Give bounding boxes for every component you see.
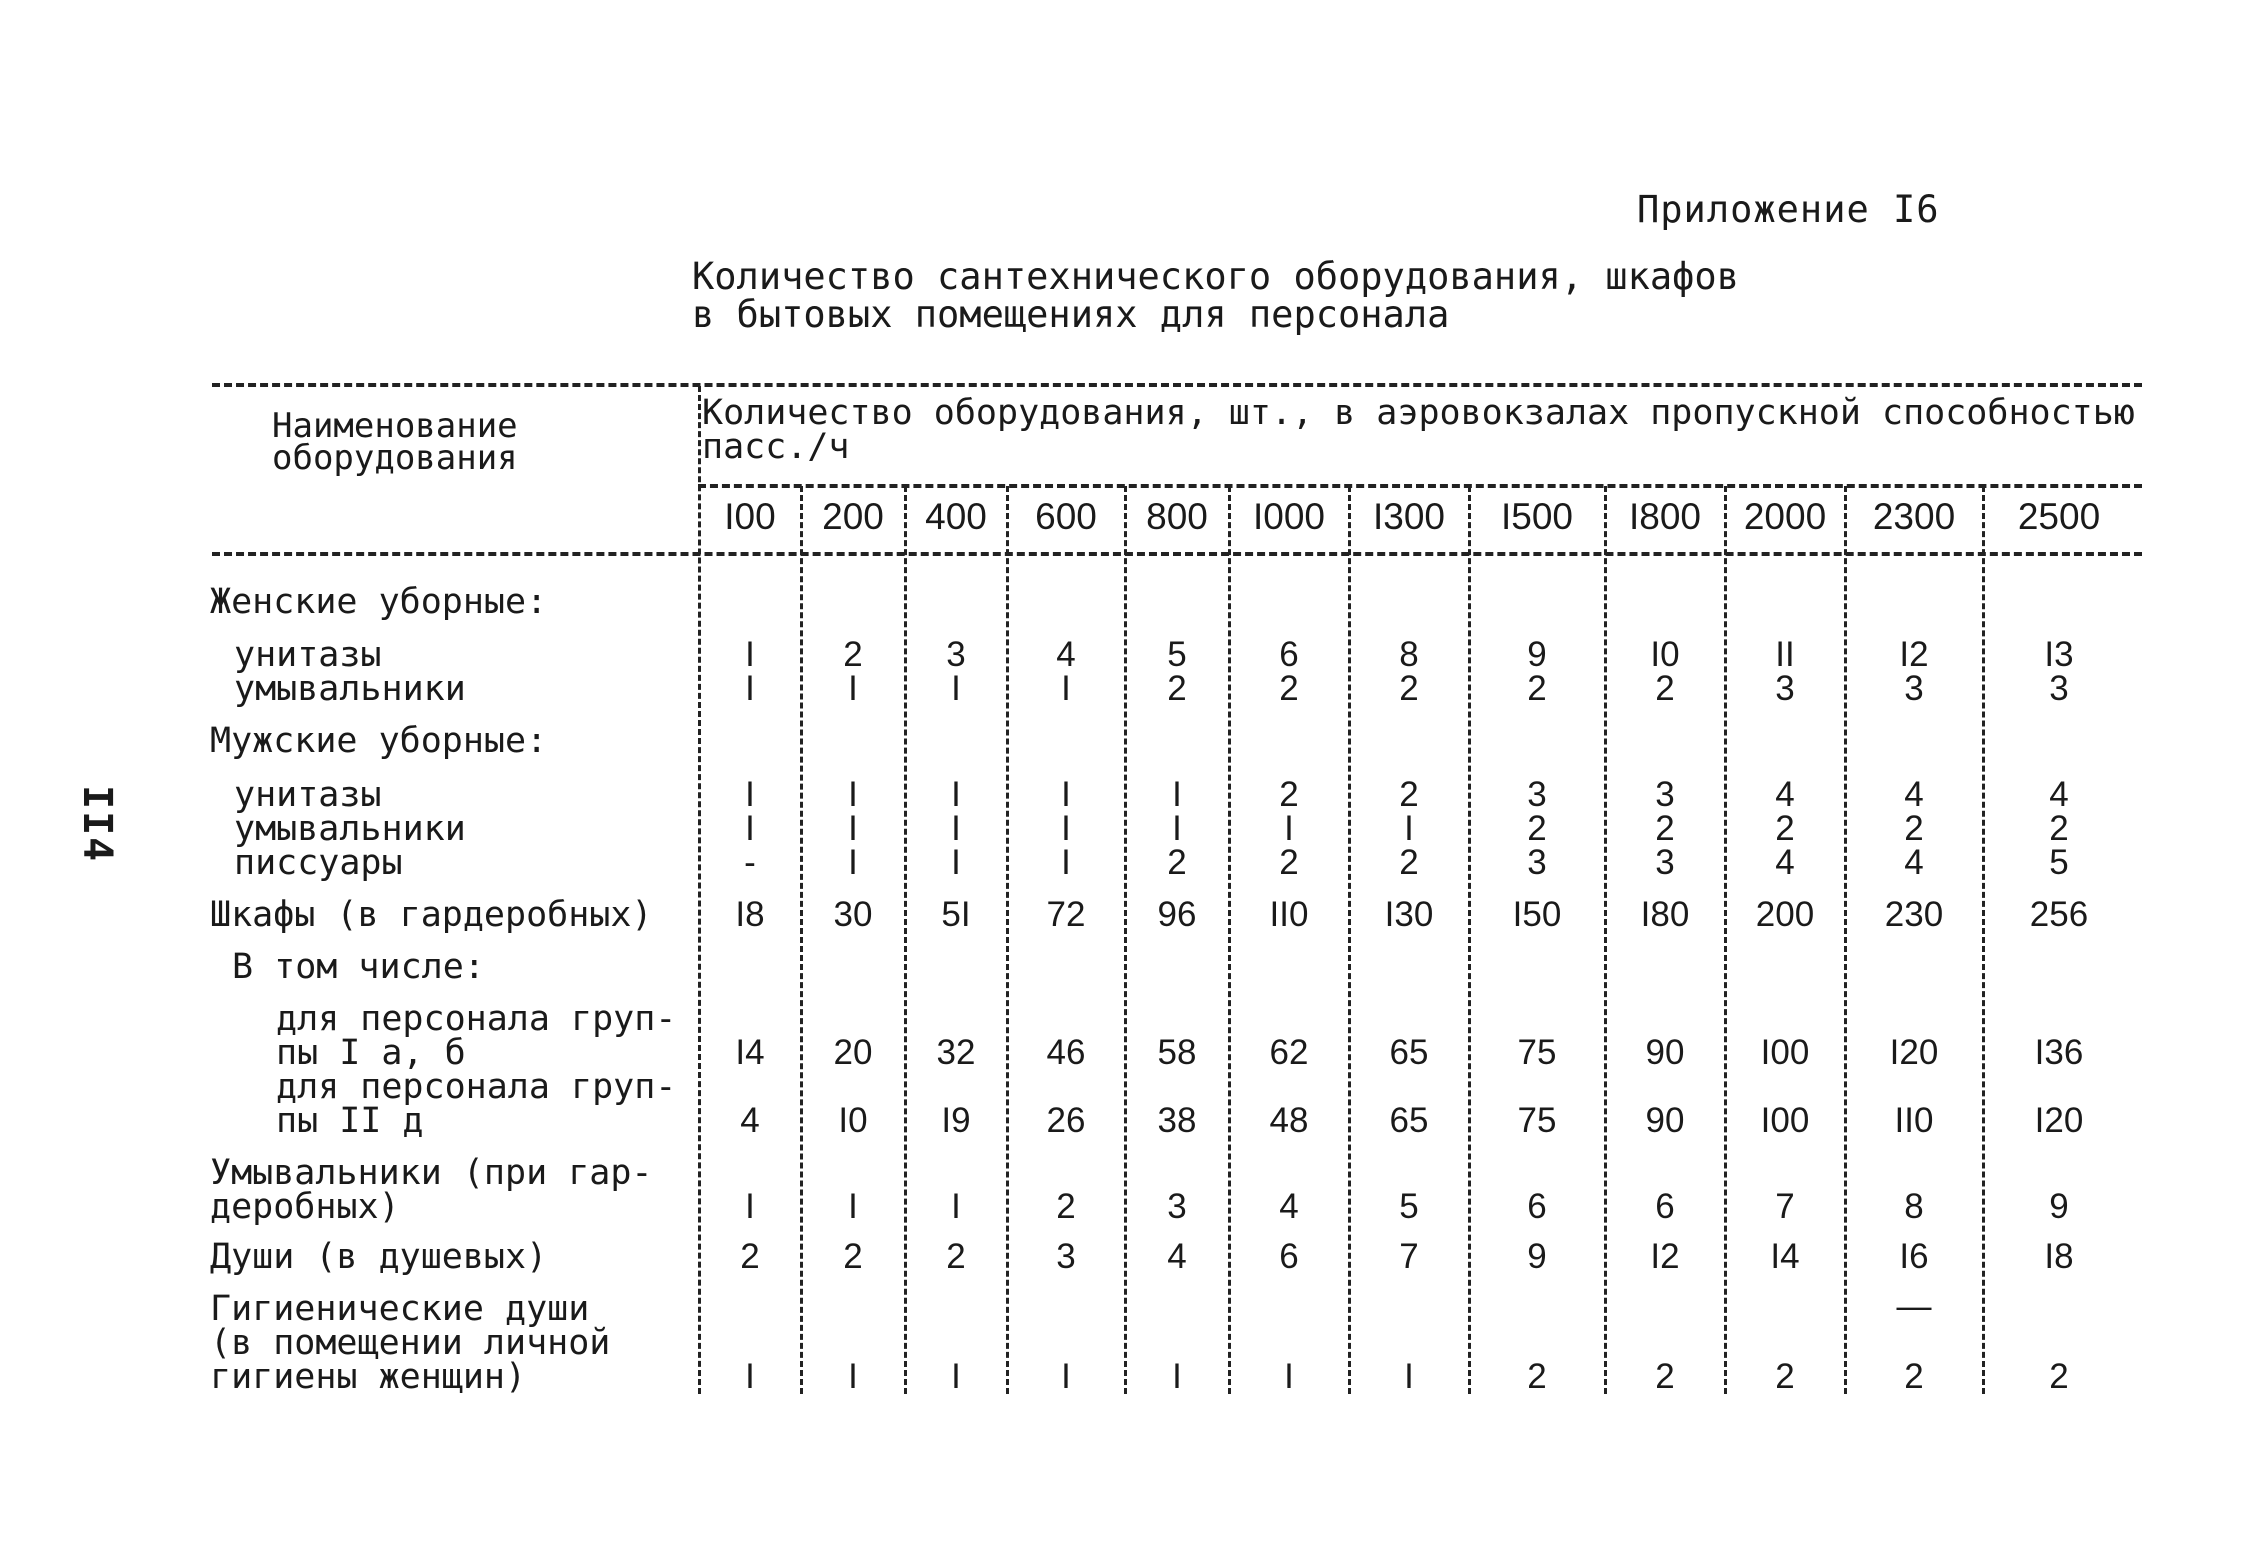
row-label: для персонала груп- пы I а, б bbox=[276, 999, 677, 1073]
table-cell: 2 bbox=[1655, 809, 1675, 848]
table-cell: 26 bbox=[1046, 1101, 1086, 1140]
table-cell: I bbox=[745, 809, 755, 848]
column-header: I300 bbox=[1372, 496, 1445, 537]
table-cell: 4 bbox=[2049, 775, 2069, 814]
table-cell: I00 bbox=[1760, 1101, 1810, 1140]
table-cell: I bbox=[951, 775, 961, 814]
table-cell: 38 bbox=[1157, 1101, 1197, 1140]
table-cell: II0 bbox=[1894, 1101, 1934, 1140]
table-cell: 2 bbox=[1904, 809, 1924, 848]
table-cell: 4 bbox=[740, 1101, 760, 1140]
table-cell: 6 bbox=[1655, 1187, 1675, 1226]
table-cell: 2 bbox=[1279, 669, 1299, 708]
table-cell: 9 bbox=[1527, 635, 1547, 674]
table-cell: I3 bbox=[2044, 635, 2074, 674]
table-cell: I bbox=[951, 843, 961, 882]
table-cell: 2 bbox=[1279, 775, 1299, 814]
table-cell: 3 bbox=[1904, 669, 1924, 708]
table-cell: 4 bbox=[1279, 1187, 1299, 1226]
row-label: Гигиенические души (в помещении личной гигиены женщин) bbox=[210, 1289, 611, 1397]
table-cell: I4 bbox=[735, 1033, 765, 1072]
table-cell: 9 bbox=[1527, 1237, 1547, 1276]
appendix-label: Приложение I6 bbox=[1637, 188, 1940, 231]
table-cell: 3 bbox=[1167, 1187, 1187, 1226]
table-cell: 2 bbox=[843, 635, 863, 674]
table-cell: I8 bbox=[2044, 1237, 2074, 1276]
table-cell: I bbox=[1061, 775, 1071, 814]
table-cell: 5I bbox=[941, 895, 971, 934]
table-cell: 72 bbox=[1046, 895, 1086, 934]
column-header: 2000 bbox=[1743, 496, 1827, 537]
table-cell: I bbox=[745, 669, 755, 708]
table-cell: 2 bbox=[2049, 1357, 2069, 1396]
table-cell: I bbox=[1061, 1357, 1071, 1396]
table-cell: 5 bbox=[2049, 843, 2069, 882]
table-cell: I50 bbox=[1512, 895, 1562, 934]
row-label: писсуары bbox=[234, 843, 403, 883]
table-cell: 30 bbox=[833, 895, 873, 934]
page-number: II4 bbox=[74, 785, 120, 864]
table-cell: I bbox=[745, 1357, 755, 1396]
table-cell: 6 bbox=[1279, 635, 1299, 674]
column-header: 600 bbox=[1035, 496, 1097, 537]
table-cell: 2 bbox=[740, 1237, 760, 1276]
table-cell: I20 bbox=[2034, 1101, 2084, 1140]
column-header: 2500 bbox=[2017, 496, 2101, 537]
table-cell: I bbox=[1172, 809, 1182, 848]
table-cell: 8 bbox=[1904, 1187, 1924, 1226]
table-cell: I4 bbox=[1770, 1237, 1800, 1276]
table-cell: 7 bbox=[1399, 1237, 1419, 1276]
header-equipment-name: Наименование оборудования bbox=[272, 406, 518, 478]
table-cell: I bbox=[848, 843, 858, 882]
table-cell: I8 bbox=[735, 895, 765, 934]
title-line-2: в бытовых помещениях для персонала bbox=[692, 293, 1450, 336]
row-label: умывальники bbox=[234, 809, 466, 849]
table-cell: I bbox=[1284, 1357, 1294, 1396]
column-header: I00 bbox=[724, 496, 776, 537]
table-cell: 7 bbox=[1775, 1187, 1795, 1226]
header-mid-rule bbox=[698, 484, 2142, 488]
table-cell: 58 bbox=[1157, 1033, 1197, 1072]
table-cell: I bbox=[951, 669, 961, 708]
table-cell: 90 bbox=[1645, 1101, 1685, 1140]
table-cell: I00 bbox=[1760, 1033, 1810, 1072]
table-top-rule bbox=[212, 383, 2142, 387]
row-label: для персонала груп- пы II д bbox=[276, 1067, 677, 1141]
table-cell: 3 bbox=[2049, 669, 2069, 708]
table-cell: 8 bbox=[1399, 635, 1419, 674]
table-cell: 3 bbox=[1775, 669, 1795, 708]
table-cell: I bbox=[1404, 1357, 1414, 1396]
section-women-toilets: Женские уборные: bbox=[210, 582, 548, 622]
table-cell: I bbox=[1061, 843, 1071, 882]
table-cell: 90 bbox=[1645, 1033, 1685, 1072]
document-title bbox=[692, 255, 1739, 336]
table-cell: 2 bbox=[1167, 843, 1187, 882]
column-header: 200 bbox=[822, 496, 884, 537]
table-cell: 256 bbox=[2029, 895, 2089, 934]
table-cell: I bbox=[1404, 809, 1414, 848]
table-cell: I bbox=[848, 775, 858, 814]
header-bottom-rule bbox=[212, 552, 2142, 556]
table-cell: I9 bbox=[941, 1101, 971, 1140]
table-cell: II bbox=[1775, 635, 1795, 674]
table-cell: 75 bbox=[1517, 1033, 1557, 1072]
table-cell: I bbox=[848, 809, 858, 848]
table-cell: 2 bbox=[1904, 1357, 1924, 1396]
table-cell: 4 bbox=[1775, 843, 1795, 882]
row-label: Души (в душевых) bbox=[210, 1237, 548, 1277]
table-cell: I80 bbox=[1640, 895, 1690, 934]
table-cell: 2 bbox=[1775, 1357, 1795, 1396]
table-cell: 200 bbox=[1755, 895, 1815, 934]
table-cell: 96 bbox=[1157, 895, 1197, 934]
table-cell: 4 bbox=[1904, 775, 1924, 814]
table-cell: 2 bbox=[1527, 809, 1547, 848]
table-cell: 4 bbox=[1775, 775, 1795, 814]
table-cell: I bbox=[848, 1357, 858, 1396]
table-cell: 48 bbox=[1269, 1101, 1309, 1140]
table-cell: 62 bbox=[1269, 1033, 1309, 1072]
table-cell: I2 bbox=[1899, 635, 1929, 674]
column-header: 400 bbox=[925, 496, 987, 537]
table-cell: I bbox=[745, 635, 755, 674]
table-cell: I bbox=[848, 1187, 858, 1226]
table-cell: II0 bbox=[1269, 895, 1309, 934]
table-cell: I bbox=[1284, 809, 1294, 848]
table-cell: - bbox=[744, 843, 756, 882]
table-cell: 230 bbox=[1884, 895, 1944, 934]
table-cell: 65 bbox=[1389, 1101, 1429, 1140]
table-cell: I bbox=[745, 775, 755, 814]
table-cell: 32 bbox=[936, 1033, 976, 1072]
row-label: умывальники bbox=[234, 669, 466, 709]
table-cell: I0 bbox=[1650, 635, 1680, 674]
table-cell: 3 bbox=[1527, 843, 1547, 882]
column-header: I000 bbox=[1252, 496, 1325, 537]
title-line-1: Количество сантехнического оборудования, шкафов bbox=[692, 255, 1739, 298]
table-cell: I bbox=[1172, 1357, 1182, 1396]
table-cell: 4 bbox=[1904, 843, 1924, 882]
row-label: В том числе: bbox=[232, 947, 485, 987]
column-header: I800 bbox=[1628, 496, 1701, 537]
row-label: Шкафы (в гардеробных) bbox=[210, 895, 653, 935]
table-cell: I bbox=[848, 669, 858, 708]
table-cell: 3 bbox=[946, 635, 966, 674]
table-cell: 6 bbox=[1279, 1237, 1299, 1276]
table-cell: 4 bbox=[1056, 635, 1076, 674]
table-cell: I bbox=[951, 809, 961, 848]
row-label: унитазы bbox=[234, 635, 382, 675]
header-capacity: Количество оборудования, шт., в аэровокзалах пропускной способностью пасс./ч bbox=[702, 393, 2135, 467]
table-cell: 2 bbox=[1399, 843, 1419, 882]
table-cell: 2 bbox=[946, 1237, 966, 1276]
table-cell: 2 bbox=[1056, 1187, 1076, 1226]
table-cell: 2 bbox=[1655, 669, 1675, 708]
table-cell: 3 bbox=[1527, 775, 1547, 814]
table-cell: 2 bbox=[2049, 809, 2069, 848]
table-cell: 20 bbox=[833, 1033, 873, 1072]
table-cell: 2 bbox=[1655, 1357, 1675, 1396]
table-cell: 75 bbox=[1517, 1101, 1557, 1140]
table-cell: 3 bbox=[1655, 843, 1675, 882]
table-cell: 9 bbox=[2049, 1187, 2069, 1226]
section-men-toilets: Мужские уборные: bbox=[210, 721, 548, 761]
table-cell: I6 bbox=[1899, 1237, 1929, 1276]
table-cell: 2 bbox=[1399, 669, 1419, 708]
table-cell: I bbox=[951, 1187, 961, 1226]
table-cell: I0 bbox=[838, 1101, 868, 1140]
table-cell: 5 bbox=[1167, 635, 1187, 674]
table-cell: 6 bbox=[1527, 1187, 1547, 1226]
table-cell: 2 bbox=[1399, 775, 1419, 814]
table-cell: 46 bbox=[1046, 1033, 1086, 1072]
table-cell: 3 bbox=[1056, 1237, 1076, 1276]
table-cell: I36 bbox=[2034, 1033, 2084, 1072]
table-cell: I bbox=[1061, 669, 1071, 708]
table-cell: I20 bbox=[1889, 1033, 1939, 1072]
column-header: 2300 bbox=[1872, 496, 1956, 537]
table-cell: I30 bbox=[1384, 895, 1434, 934]
table-cell: 5 bbox=[1399, 1187, 1419, 1226]
table-cell: 2 bbox=[1527, 669, 1547, 708]
table-cell: I bbox=[745, 1187, 755, 1226]
row-label: Умывальники (при гар- деробных) bbox=[210, 1153, 653, 1227]
row-label: унитазы bbox=[234, 775, 382, 815]
column-header: 800 bbox=[1146, 496, 1208, 537]
column-header: I500 bbox=[1500, 496, 1573, 537]
table-cell: 2 bbox=[843, 1237, 863, 1276]
table-cell: 2 bbox=[1167, 669, 1187, 708]
table-cell: 2 bbox=[1527, 1357, 1547, 1396]
table-cell: 65 bbox=[1389, 1033, 1429, 1072]
table-cell: I2 bbox=[1650, 1237, 1680, 1276]
table-cell: 3 bbox=[1655, 775, 1675, 814]
dash-mark: — bbox=[1896, 1287, 1932, 1326]
table-cell: 2 bbox=[1279, 843, 1299, 882]
table-cell: 2 bbox=[1775, 809, 1795, 848]
table-cell: I bbox=[1061, 809, 1071, 848]
table-cell: I bbox=[951, 1357, 961, 1396]
table-cell: 4 bbox=[1167, 1237, 1187, 1276]
table-cell: I bbox=[1172, 775, 1182, 814]
